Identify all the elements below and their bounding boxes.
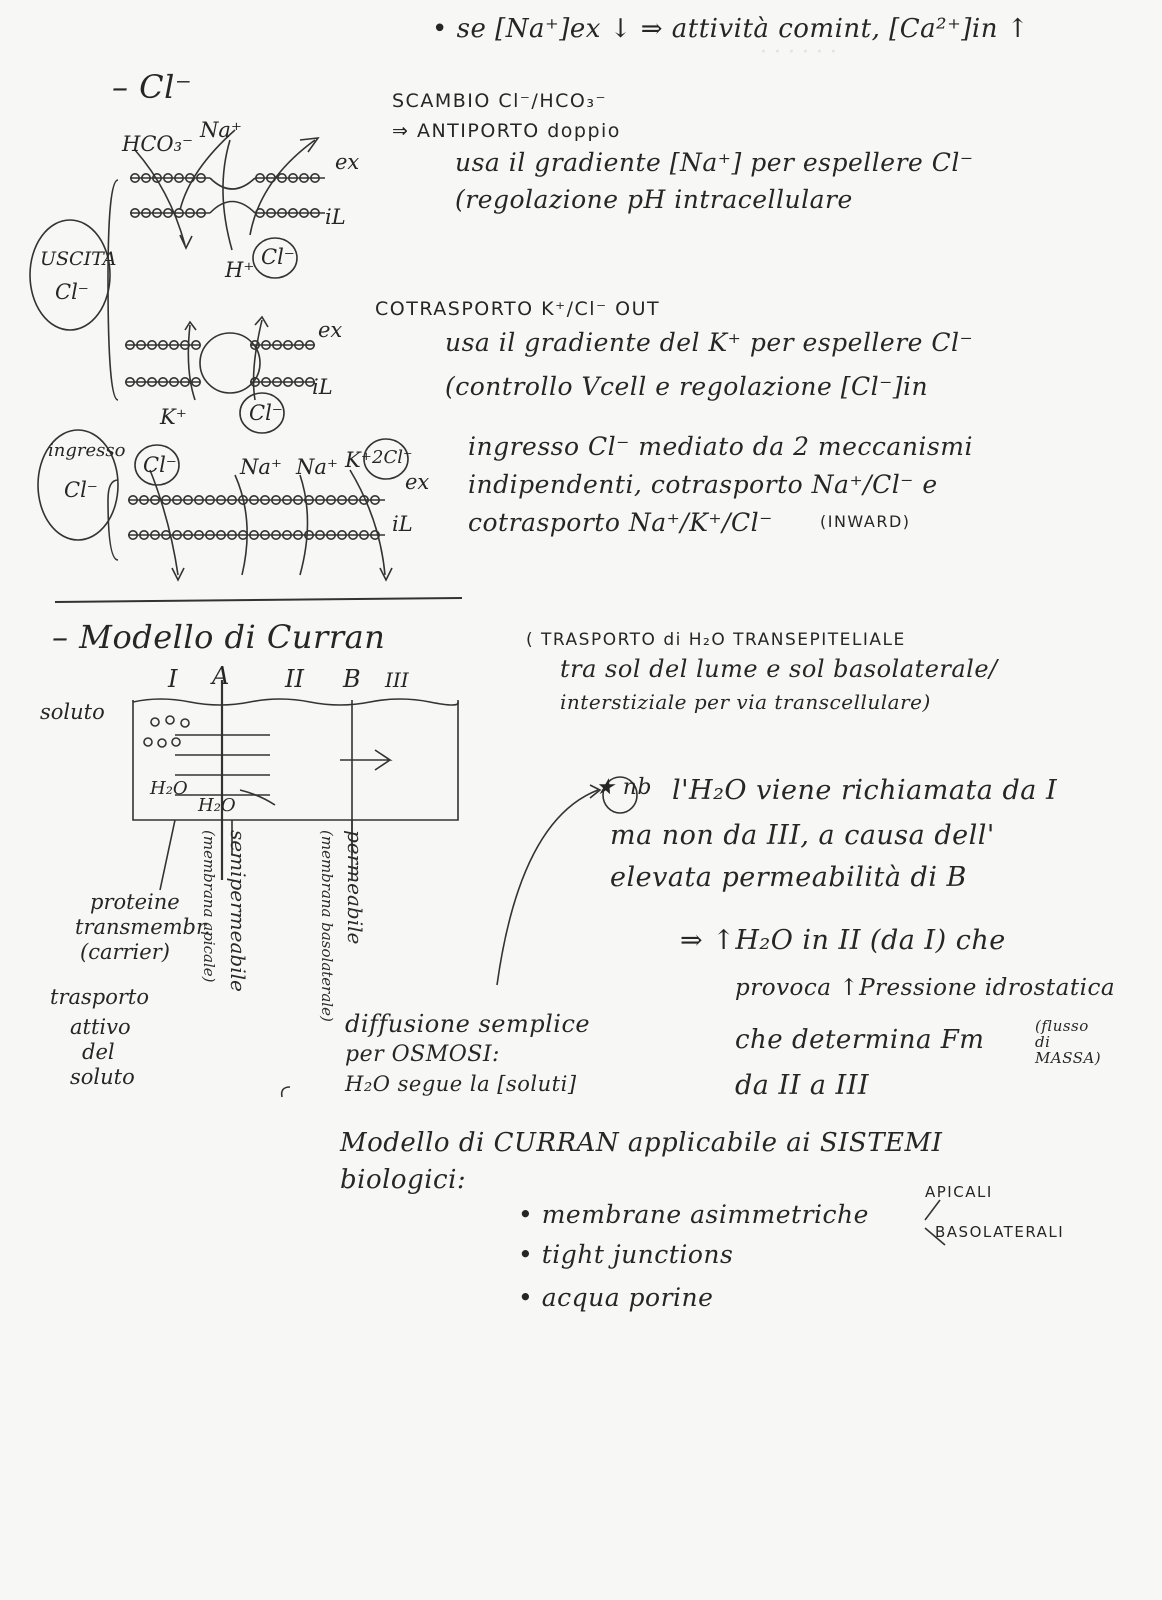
label-na-2: Na⁺	[240, 455, 282, 479]
antiporto-title: ⇒ ANTIPORTO doppio	[392, 120, 621, 142]
bullet-membrane: • membrane asimmetriche	[518, 1200, 869, 1229]
membrane-B: B	[343, 665, 361, 693]
label-soluto: soluto	[40, 700, 105, 724]
label-cl-2: Cl⁻	[249, 401, 283, 425]
bullet-acqua-porine: • acqua porine	[518, 1283, 714, 1312]
nb-mark: ★ nb	[595, 775, 652, 800]
applicabile-line-1: Modello di CURRAN applicabile ai SISTEMI	[340, 1128, 943, 1158]
bracket-uscita	[108, 180, 118, 400]
membrane-diagram-cotrasporto	[125, 317, 315, 400]
label-proteine: proteine	[90, 890, 180, 914]
section-divider	[55, 598, 462, 602]
curran-desc-2: tra sol del lume e sol basolaterale/	[560, 655, 998, 683]
bullet-tight-junctions: • tight junctions	[518, 1240, 734, 1269]
label-soluto-2: soluto	[70, 1065, 135, 1089]
label-membrana-apicale: (membrana apicale)	[200, 830, 218, 983]
diffusione-2: per OSMOSI:	[345, 1042, 500, 1067]
label-transmembr: transmembr.	[75, 915, 211, 939]
label-ex-2: ex	[318, 318, 343, 342]
label-k: K⁺	[160, 405, 187, 429]
cotrasporto-desc-2: (controllo Vcell e regolazione [Cl⁻]in	[445, 372, 929, 401]
label-apicali: APICALI	[925, 1183, 993, 1201]
nb-line-6: che determina Fm	[735, 1025, 985, 1055]
compartment-III: III	[385, 668, 409, 692]
label-membrana-basolaterale: (membrana basolaterale)	[318, 830, 336, 1022]
label-permeabile: permeabile	[343, 830, 367, 945]
label-del: del	[82, 1040, 115, 1064]
curran-desc-3: interstiziale per via transcellulare)	[560, 690, 931, 714]
label-ex: ex	[335, 150, 360, 174]
label-carrier: (carrier)	[80, 940, 170, 964]
diffusione-3: H₂O segue la [soluti]	[345, 1072, 577, 1096]
antiporto-desc-2: (regolazione pH intracellulare	[455, 185, 853, 214]
diffusione-1: diffusione semplice	[345, 1010, 591, 1038]
ingresso-desc-3: cotrasporto Na⁺/K⁺/Cl⁻	[468, 508, 773, 537]
circle-uscita	[30, 220, 110, 330]
label-h: H⁺	[225, 258, 255, 282]
label-uscita: USCITA	[40, 248, 117, 270]
nb-flusso-massa: (flusso di MASSA)	[1035, 1017, 1102, 1067]
scambio-title: SCAMBIO Cl⁻/HCO₃⁻	[392, 90, 607, 112]
nb-line-2: ma non da III, a causa dell'	[610, 820, 995, 851]
nb-line-3: elevata permeabilità di B	[610, 862, 967, 893]
cotrasporto-title: COTRASPORTO K⁺/Cl⁻ OUT	[375, 298, 661, 320]
label-ingresso-cl: Cl⁻	[64, 478, 98, 502]
label-h2o-2: H₂O	[198, 795, 236, 816]
section-heading-cl: – Cl⁻	[112, 68, 193, 106]
nb-arrow	[497, 790, 598, 985]
nb-line-5: provoca ↑Pressione idrostatica	[735, 975, 1116, 1001]
compartment-II: II	[285, 665, 304, 693]
nb-line-4: ⇒ ↑H₂O in II (da I) che	[680, 925, 1006, 956]
label-h2o-1: H₂O	[150, 778, 188, 799]
label-2cl: 2Cl⁻	[372, 447, 413, 468]
label-il-2: iL	[312, 375, 333, 399]
label-semipermeabile: semipermeabile	[226, 830, 250, 992]
ingresso-desc-2: indipendenti, cotrasporto Na⁺/Cl⁻ e	[468, 470, 938, 499]
nb-line-1: l'H₂O viene richiamata da I	[672, 775, 1058, 806]
ingresso-desc-1: ingresso Cl⁻ mediato da 2 meccanismi	[468, 432, 973, 461]
label-cl-1: Cl⁻	[261, 245, 295, 269]
label-ingresso: ingresso	[48, 440, 126, 461]
label-hco3: HCO₃⁻	[122, 132, 194, 156]
nb-line-7: da II a III	[735, 1070, 870, 1101]
membrane-A: A	[212, 662, 230, 690]
label-cl-3: Cl⁻	[143, 453, 177, 477]
label-il: iL	[325, 205, 346, 229]
line-na-ca: • se [Na⁺]ex ↓ ⇒ attività comint, [Ca²⁺]in ↑	[432, 14, 1030, 44]
label-na-3: Na⁺	[296, 455, 338, 479]
inward-label: (INWARD)	[820, 512, 911, 531]
label-ex-3: ex	[405, 470, 430, 494]
label-il-3: iL	[392, 512, 413, 536]
membrane-diagram-ingresso	[128, 470, 392, 580]
compartment-I: I	[168, 665, 178, 693]
antiporto-desc-1: usa il gradiente [Na⁺] per espellere Cl⁻	[455, 148, 974, 177]
applicabile-line-2: biologici:	[340, 1165, 467, 1195]
label-trasporto: trasporto	[50, 985, 149, 1009]
label-basolaterali: BASOLATERALI	[935, 1223, 1065, 1241]
label-k-2: K⁺	[345, 448, 372, 472]
curran-heading: – Modello di Curran	[52, 618, 386, 656]
curran-desc-1: ( TRASPORTO di H₂O TRANSEPITELIALE	[526, 630, 906, 650]
bleed-text: · · · · · ·	[760, 40, 837, 65]
label-na: Na⁺	[200, 118, 242, 142]
label-uscita-cl: Cl⁻	[55, 280, 89, 304]
cotrasporto-desc-1: usa il gradiente del K⁺ per espellere Cl⁻	[445, 328, 974, 357]
label-attivo: attivo	[70, 1015, 131, 1039]
